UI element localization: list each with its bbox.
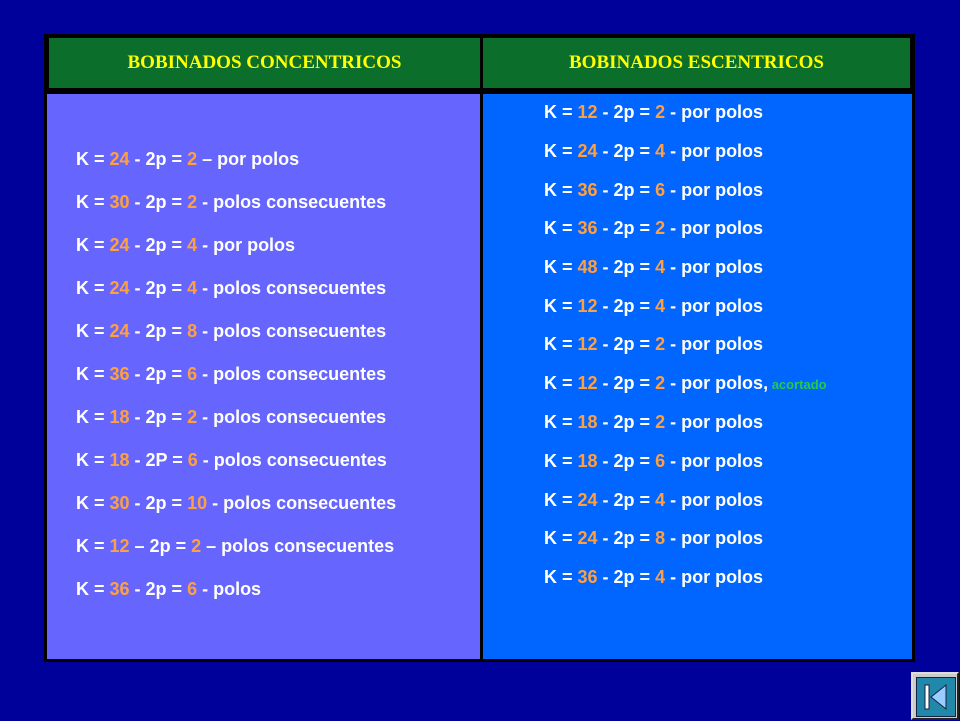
pole-count: 8	[655, 528, 666, 548]
pole-count: 4	[187, 235, 198, 255]
pole-count: 2	[187, 192, 198, 212]
slot-count: 24	[109, 235, 130, 255]
left-winding-line: K = 24 - 2p = 8 - polos consecuentes	[76, 321, 387, 341]
right-winding-line: K = 12 - 2p = 4 - por polos	[544, 296, 764, 316]
slot-count: 18	[109, 450, 130, 470]
pole-count: 6	[187, 364, 198, 384]
slot-count: 36	[577, 180, 598, 200]
pole-count: 2	[191, 536, 202, 556]
right-winding-line: K = 36 - 2p = 4 - por polos	[544, 567, 764, 587]
right-winding-line: K = 12 - 2p = 2 - por polos	[544, 334, 764, 354]
pole-count: 4	[655, 296, 666, 316]
right-winding-line: K = 12 - 2p = 2 - por polos, acortado	[544, 373, 827, 393]
pole-count: 6	[655, 451, 666, 471]
pole-count: 4	[655, 257, 666, 277]
pole-count: 10	[187, 493, 208, 513]
pole-count: 2	[655, 373, 666, 393]
right-winding-line: K = 36 - 2p = 2 - por polos	[544, 218, 764, 238]
slot-count: 12	[109, 536, 130, 556]
slot-count: 12	[577, 373, 598, 393]
right-winding-line: K = 36 - 2p = 6 - por polos	[544, 180, 764, 200]
left-winding-line: K = 36 - 2p = 6 - polos consecuentes	[76, 364, 387, 384]
pole-count: 6	[655, 180, 666, 200]
left-winding-line: K = 24 - 2p = 2 – por polos	[76, 149, 300, 169]
right-winding-line: K = 18 - 2p = 2 - por polos	[544, 412, 764, 432]
right-winding-line: K = 48 - 2p = 4 - por polos	[544, 257, 764, 277]
left-winding-line: K = 36 - 2p = 6 - polos	[76, 579, 262, 599]
slot-count: 24	[577, 528, 598, 548]
header-escentricos: BOBINADOS ESCENTRICOS	[483, 38, 910, 88]
pole-count: 2	[655, 102, 666, 122]
right-winding-line: K = 12 - 2p = 2 - por polos	[544, 102, 764, 122]
header-concentricos: BOBINADOS CONCENTRICOS	[49, 38, 480, 88]
pole-count: 4	[187, 278, 198, 298]
left-winding-line: K = 24 - 2p = 4 - polos consecuentes	[76, 278, 387, 298]
pole-count: 6	[187, 450, 198, 470]
slot-count: 24	[109, 321, 130, 341]
slot-count: 24	[109, 149, 130, 169]
slot-count: 36	[109, 364, 130, 384]
slot-count: 36	[577, 218, 598, 238]
pole-count: 4	[655, 490, 666, 510]
slot-count: 18	[109, 407, 130, 427]
right-winding-line: K = 24 - 2p = 8 - por polos	[544, 528, 764, 548]
slot-count: 24	[577, 490, 598, 510]
left-winding-line: K = 30 - 2p = 2 - polos consecuentes	[76, 192, 387, 212]
winding-table	[44, 34, 915, 662]
slot-count: 30	[109, 192, 130, 212]
pole-count: 2	[187, 149, 198, 169]
pole-count: 4	[655, 141, 666, 161]
panel-concentricos	[47, 94, 480, 659]
slot-count: 30	[109, 493, 130, 513]
slot-count: 12	[577, 296, 598, 316]
note-label: acortado	[768, 377, 827, 392]
slot-count: 36	[109, 579, 130, 599]
slot-count: 36	[577, 567, 598, 587]
first-slide-button[interactable]	[911, 672, 959, 720]
slot-count: 48	[577, 257, 598, 277]
pole-count: 2	[655, 412, 666, 432]
left-winding-line: K = 30 - 2p = 10 - polos consecuentes	[76, 493, 397, 513]
skip-to-start-icon	[916, 677, 956, 717]
right-winding-line: K = 18 - 2p = 6 - por polos	[544, 451, 764, 471]
panel-escentricos	[483, 94, 912, 659]
pole-count: 2	[655, 218, 666, 238]
slot-count: 18	[577, 451, 598, 471]
slot-count: 24	[109, 278, 130, 298]
pole-count: 2	[655, 334, 666, 354]
slot-count: 12	[577, 102, 598, 122]
slot-count: 18	[577, 412, 598, 432]
left-winding-line: K = 24 - 2p = 4 - por polos	[76, 235, 296, 255]
pole-count: 8	[187, 321, 198, 341]
left-winding-line: K = 18 - 2P = 6 - polos consecuentes	[76, 450, 387, 470]
left-winding-line: K = 12 – 2p = 2 – polos consecuentes	[76, 536, 395, 556]
right-winding-line: K = 24 - 2p = 4 - por polos	[544, 141, 764, 161]
slot-count: 12	[577, 334, 598, 354]
slot-count: 24	[577, 141, 598, 161]
pole-count: 4	[655, 567, 666, 587]
right-winding-line: K = 24 - 2p = 4 - por polos	[544, 490, 764, 510]
pole-count: 2	[187, 407, 198, 427]
left-winding-line: K = 18 - 2p = 2 - polos consecuentes	[76, 407, 387, 427]
pole-count: 6	[187, 579, 198, 599]
